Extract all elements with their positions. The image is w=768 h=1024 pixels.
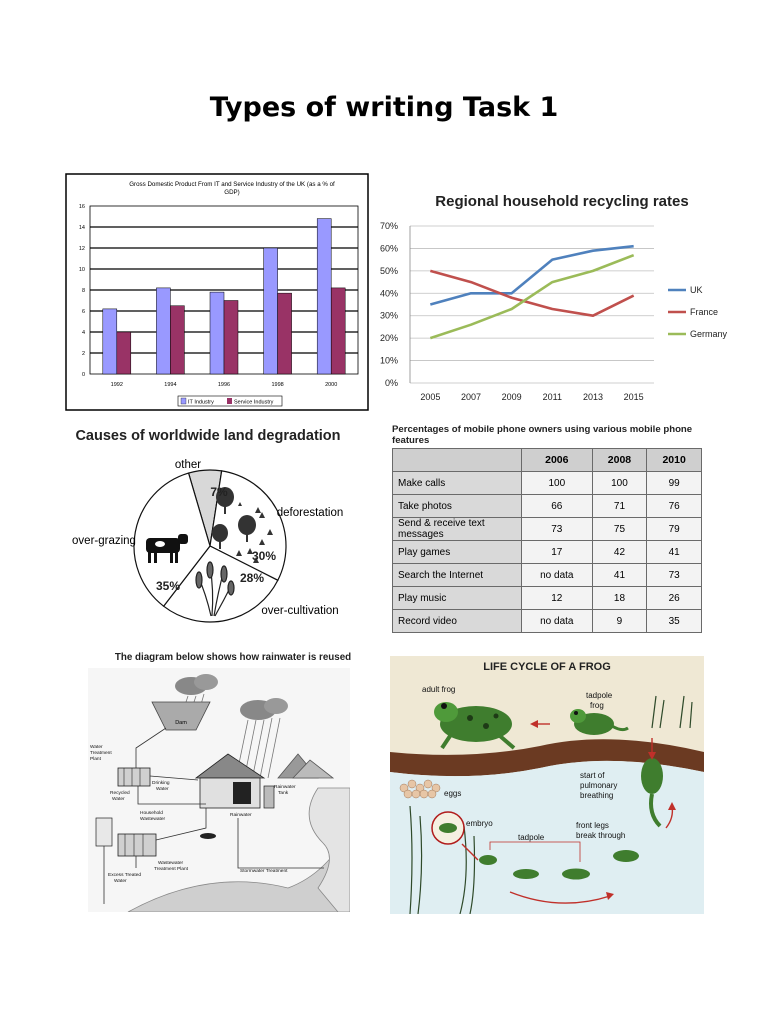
gdp-legend-it: IT Industry: [188, 399, 214, 406]
gdp-legend-swatch-service: [227, 398, 232, 404]
gdp-legend-swatch-it: [181, 398, 186, 404]
gdp-x-tick: 1996: [217, 382, 231, 388]
label-pulmonary-3: breathing: [580, 791, 614, 800]
gdp-bar-it: [317, 219, 331, 374]
rec-y-tick: 50%: [379, 265, 398, 276]
page-title: Types of writing Task 1: [209, 92, 559, 123]
rec-x-tick: 2009: [501, 392, 522, 402]
table-row: [393, 518, 702, 541]
rec-legend-label: France: [690, 307, 719, 317]
table-cell-value: 79: [647, 518, 702, 541]
table-cell-value: 100: [592, 472, 647, 495]
rec-y-tick: 20%: [379, 333, 398, 344]
table-cell-value: 66: [522, 495, 593, 518]
gdp-y-tick: 16: [78, 204, 85, 210]
gdp-legend-service: Service Industry: [234, 399, 274, 406]
label-front-legs-1: front legs: [576, 821, 609, 830]
frog-diagram-title: LIFE CYCLE OF A FROG: [483, 661, 611, 673]
label-wtp-2: Treatment: [90, 751, 112, 756]
gdp-y-tick: 14: [78, 225, 85, 231]
table-cell-feature: Search the Internet: [393, 564, 522, 587]
gdp-chart-title-2: GDP): [224, 189, 240, 196]
label-tadpole: tadpole: [518, 833, 545, 842]
table-header-2006: 2006: [522, 449, 593, 472]
label-recycled-1: Recycled: [110, 791, 130, 796]
rec-y-tick: 10%: [379, 355, 398, 366]
rec-x-tick: 2005: [420, 392, 441, 402]
table-row: [393, 610, 702, 633]
gdp-bar-it: [103, 309, 117, 374]
table-cell-value: 71: [592, 495, 647, 518]
table-cell-value: 18: [592, 587, 647, 610]
table-header-row: [393, 449, 702, 472]
label-wtp-1: Water: [90, 745, 103, 750]
table-cell-value: 42: [592, 541, 647, 564]
frog-life-cycle-diagram: [390, 656, 704, 914]
gdp-y-tick: 2: [81, 351, 85, 357]
pie-value-over_cultivation: 28%: [239, 571, 265, 585]
rec-y-tick: 70%: [379, 221, 398, 231]
rec-legend-label: Germany: [690, 329, 728, 339]
table-cell-value: 12: [522, 587, 593, 610]
table-cell-feature: Send & receive text messages: [393, 518, 522, 541]
gdp-bar-service: [117, 332, 131, 374]
gdp-bar-chart: [64, 172, 370, 412]
land-degradation-pie-chart: [64, 420, 364, 632]
label-rainwater: Rainwater: [230, 813, 252, 818]
label-recycled-2: Water: [112, 797, 125, 802]
table-cell-value: 73: [522, 518, 593, 541]
label-stormwater: Stormwater Treatment: [240, 869, 288, 874]
table-cell-value: no data: [522, 610, 593, 633]
label-wwtp-2: Treatment Plant: [154, 867, 188, 872]
gdp-bar-it: [156, 288, 170, 374]
phone-features-table: [392, 448, 702, 633]
label-household-2: Wastewater: [140, 817, 166, 822]
gdp-y-tick: 4: [81, 330, 85, 336]
label-drinking-1: Drinking: [152, 781, 170, 786]
table-cell-feature: Record video: [393, 610, 522, 633]
table-cell-feature: Play music: [393, 587, 522, 610]
gdp-x-tick: 2000: [325, 382, 338, 388]
gdp-x-tick: 1992: [110, 382, 123, 388]
gdp-y-tick: 12: [78, 246, 85, 252]
gdp-bar-service: [170, 306, 184, 374]
table-cell-feature: Make calls: [393, 472, 522, 495]
label-front-legs-2: break through: [576, 831, 626, 840]
gdp-bar-service: [224, 301, 238, 375]
gdp-y-tick: 10: [78, 267, 85, 273]
land-chart-title: Causes of worldwide land degradation: [75, 428, 341, 444]
phone-table-title: Percentages of mobile phone owners using various mobile phone features: [392, 424, 693, 446]
table-header-2010: 2010: [647, 449, 702, 472]
label-adult-frog: adult frog: [422, 685, 456, 694]
table-cell-value: no data: [522, 564, 593, 587]
table-cell-value: 41: [592, 564, 647, 587]
rec-y-tick: 60%: [379, 243, 398, 254]
table-cell-value: 17: [522, 541, 593, 564]
recycling-line-chart: [370, 182, 750, 408]
table-cell-value: 75: [592, 518, 647, 541]
gdp-y-tick: 0: [81, 372, 85, 378]
gdp-bar-it: [264, 248, 278, 374]
label-embryo: embryo: [466, 819, 493, 828]
label-dam: Dam: [175, 720, 187, 726]
rec-x-tick: 2011: [542, 392, 563, 402]
gdp-y-tick: 6: [81, 309, 85, 315]
pie-label-over-cultivation: over-cultivation: [261, 605, 339, 617]
gdp-bar-service: [331, 288, 345, 374]
table-cell-value: 76: [647, 495, 702, 518]
label-eggs: eggs: [444, 789, 462, 798]
label-tank-1: Rainwater: [274, 785, 296, 790]
gdp-x-tick: 1998: [271, 382, 284, 388]
rec-y-tick: 40%: [379, 288, 398, 299]
table-cell-value: 41: [647, 541, 702, 564]
table-cell-value: 35: [647, 610, 702, 633]
gdp-chart-title-1: Gross Domestic Product From IT and Service Industry of the UK (as a % of: [129, 181, 335, 188]
label-pulmonary-1: start of: [580, 771, 605, 780]
label-excess-1: Excess Treated: [108, 873, 142, 878]
gdp-x-tick: 1994: [164, 382, 177, 388]
rec-x-tick: 2013: [582, 392, 604, 402]
table-header-empty: [393, 449, 522, 472]
pie-label-deforestation: deforestation: [276, 507, 344, 519]
gdp-bar-it: [210, 292, 224, 374]
table-cell-value: 26: [647, 587, 702, 610]
table-cell-value: 100: [522, 472, 593, 495]
table-row: [393, 541, 702, 564]
pie-value-other: 7%: [210, 485, 228, 499]
rainwater-reuse-diagram: [88, 668, 350, 912]
table-row: [393, 472, 702, 495]
label-wwtp-1: Wastewater: [158, 861, 184, 866]
rec-x-tick: 2007: [460, 392, 482, 402]
label-drinking-2: Water: [156, 787, 169, 792]
table-row: [393, 495, 702, 518]
table-row: [393, 587, 702, 610]
rec-x-tick: 2015: [623, 392, 644, 402]
gdp-y-tick: 8: [81, 288, 85, 294]
table-cell-value: 9: [592, 610, 647, 633]
rec-legend-label: UK: [690, 285, 703, 295]
label-tadpole-frog-1: tadpole: [586, 691, 613, 700]
label-pulmonary-2: pulmonary: [580, 781, 618, 790]
pie-value-over_grazing: 35%: [155, 579, 181, 593]
table-cell-value: 73: [647, 564, 702, 587]
table-row: [393, 564, 702, 587]
table-cell-value: 99: [647, 472, 702, 495]
recycling-chart-title: Regional household recycling rates: [435, 193, 689, 210]
table-header-2008: 2008: [592, 449, 647, 472]
pie-value-deforestation: 30%: [251, 549, 277, 563]
table-cell-feature: Take photos: [393, 495, 522, 518]
rain-diagram-title: The diagram below shows how rainwater is reused: [114, 652, 352, 663]
label-tadpole-frog-2: frog: [590, 701, 604, 710]
pie-label-other: other: [174, 459, 202, 471]
label-excess-2: Water: [114, 879, 127, 884]
pie-label-over-grazing: over-grazing: [72, 535, 136, 547]
table-cell-feature: Play games: [393, 541, 522, 564]
label-wtp-3: Plant: [90, 757, 101, 762]
gdp-bar-service: [278, 293, 292, 374]
label-tank-2: Tank: [278, 791, 289, 796]
rec-y-tick: 0%: [384, 378, 398, 388]
label-household-1: Household: [140, 811, 163, 816]
rec-y-tick: 30%: [379, 310, 398, 321]
